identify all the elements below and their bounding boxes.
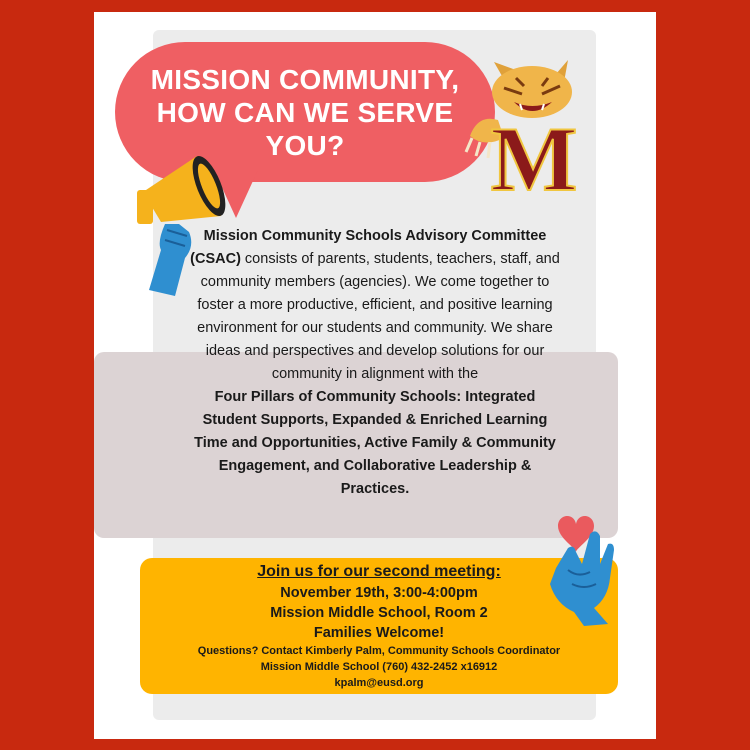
description-text: consists of parents, students, teachers, staff, and community members (agencies). We come together to foster a more productive, efficient, and positive learning environment for our students and community. We share ideas and perspectives and develop solutions for our community in alignment with the <box>197 251 560 382</box>
committee-name: Mission Community Schools Advisory Committee (CSAC) <box>190 228 547 267</box>
heart-hand-icon <box>528 508 628 628</box>
logo-letter: M <box>490 108 578 198</box>
tiger-mascot-icon <box>464 58 594 198</box>
meeting-heading: Join us for our second meeting: <box>257 563 501 580</box>
description <box>190 225 560 501</box>
four-pillars: Four Pillars of Community Schools: Integrated Student Supports, Expanded & Enriched Learning Time and Opportunities, Active Family & Community Engagement, and Collaborative Leadership & Practices. <box>194 389 556 497</box>
headline-line-3: YOU? <box>265 129 345 161</box>
meeting-location: Mission Middle School, Room 2 <box>270 605 488 621</box>
headline-line-2: HOW CAN WE SERVE <box>156 96 454 128</box>
meeting-date: November 19th, 3:00-4:00pm <box>280 585 478 601</box>
email-link[interactable]: kpalm@eusd.org <box>334 677 424 689</box>
contact-line: Questions? Contact Kimberly Palm, Community Schools Coordinator <box>197 645 561 657</box>
phone-line: Mission Middle School (760) 432-2452 x16912 <box>260 661 498 673</box>
meeting-welcome: Families Welcome! <box>313 625 445 641</box>
headline-line-1: MISSION COMMUNITY, <box>150 63 460 95</box>
